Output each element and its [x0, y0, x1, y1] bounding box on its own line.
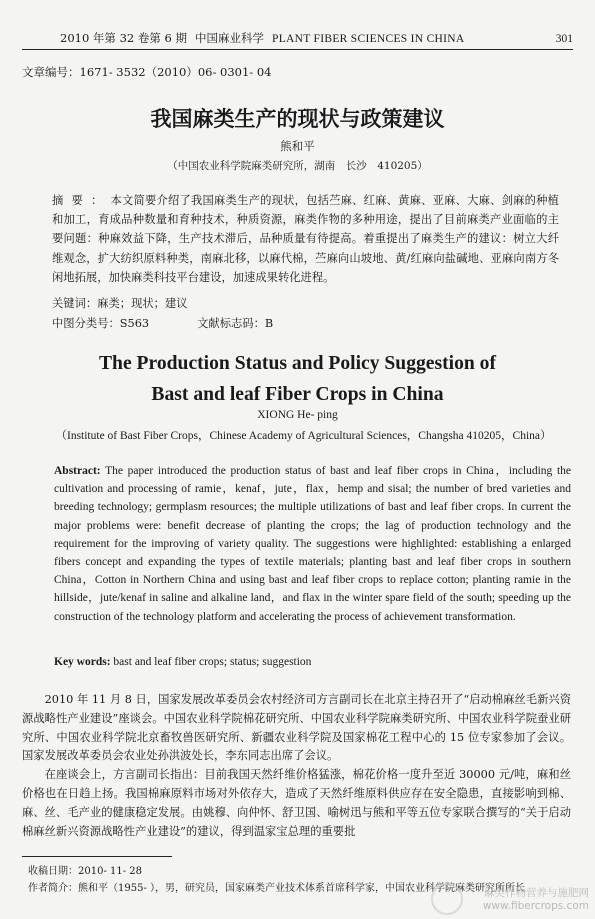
- clc-number: 中图分类号：S563: [52, 317, 150, 330]
- body-text: [22, 691, 571, 841]
- affiliation-cn: （中国农业科学院麻类研究所，湖南 长沙 410205）: [167, 160, 428, 172]
- journal-name-cn: 中国麻业科学: [195, 31, 264, 45]
- footnote-received: 收稿日期：2010- 11- 28: [28, 866, 143, 877]
- keywords-en-label: Key words:: [54, 656, 111, 668]
- abstract-cn-text: 本文简要介绍了我国麻类生产的现状，包括苎麻、红麻、黄麻、亚麻、大麻、剑麻的种植和加工，育成品种数量和育种技术，种质资源，麻类作物的多种用途，提出了目前麻类产业面临的主要问题：种麻效益下降，生产技术滞后，品种质量有待提高。着重提出了麻类生产的建议：树立大纤维观念，扩大纺织原料种类，南麻北移，以麻代棉，苎麻向山坡地、黄/红麻向盐碱地、亚麻向南方冬闲地拓展，加快麻类科技平台建设，加速成果转化进程。: [52, 194, 559, 284]
- abstract-en-text: The paper introduced the production status of bast and leaf fiber crops in China，including the cultivation and processing of ramie，kenaf，jute，flax，hemp and sisal; the number of bred varieties and breeding technology; germplasm resources; the multiple utilizations of bast and leaf fiber crops. In current the major problems were: benefit decrease of planting the crops; the lag of production technology and the requirement for the improving of variety quality. The suggestions were highlighted: establishing a enlarged fibers concept and expanding the types of textile materials; planting bast and leaf fiber crops in southern China，Cotton in Northern China and using bast and leaf fiber crops to replace cotton; planting ramie in the hillside，jute/kenaf in saline and alkaline land，and flax in the winter spare field of the south; speeding up the construction of the technology platform and accelerating the process of achievement transformation.: [54, 465, 571, 623]
- watermark-site-name: 麻类作物营养与施肥网: [484, 887, 589, 899]
- title-en: [0, 348, 595, 410]
- body-paragraph-2: 在座谈会上，方言副司长指出：目前我国天然纤维价格猛涨，棉花价格一度升至近 30000 元/吨，麻和丝价格也在日趋上扬。我国棉麻原料市场对外依存大，造成了天然纤维原料供应存在安全隐患，直接影响到棉、麻、丝、毛产业的健康稳定发展。由姚穆、向仲怀、舒卫国、喻树迅与熊和平等五位专家联合撰写的“关于启动棉麻丝新兴资源战略性产业建设”的建议，得到温家宝总理的重要批: [22, 768, 571, 838]
- header-rule: [22, 49, 573, 50]
- abstract-cn: [52, 191, 559, 287]
- footnote-rule: [22, 856, 172, 857]
- affiliation-en: （Institute of Bast Fiber Crops，Chinese Academy of Agricultural Sciences，Changsha 410205，China）: [55, 430, 552, 442]
- title-cn: 我国麻类生产的现状与政策建议: [150, 107, 445, 131]
- journal-name-en: PLANT FIBER SCIENCES IN CHINA: [272, 33, 465, 45]
- article-number: 文章编号：1671- 3532（2010）06- 0301- 04: [22, 65, 272, 79]
- keywords-cn: 关键词：麻类；现状；建议: [52, 297, 188, 310]
- abstract-en: [54, 462, 571, 626]
- page-number: 301: [555, 33, 573, 45]
- author-cn: 熊和平: [280, 139, 315, 153]
- journal-issue: 2010 年第 32 卷第 6 期: [60, 31, 187, 45]
- footnote-author-bio: 作者简介：熊和平（1955- ），男，研究员，国家麻类产业技术体系首席科学家，中国农业科学院麻类研究所所长: [28, 883, 526, 894]
- keywords-en-text: bast and leaf fiber crops; status; suggestion: [110, 656, 312, 668]
- keywords-en: [54, 656, 311, 668]
- document-code: 文献标志码：B: [197, 317, 274, 330]
- title-en-line1: The Production Status and Policy Suggestion of: [98, 353, 496, 374]
- body-paragraph-1: 2010 年 11 月 8 日，国家发展改革委员会农村经济司方言副司长在北京主持召开了“启动棉麻丝毛新兴资源战略性产业建设”座谈会。中国农业科学院棉花研究所、中国农业科学院麻类研究所、中国农业科学院蚕业研究所、中国农业科学院北京畜牧兽医研究所、新疆农业科学院及国家棉花工程中心的 15 位专家参加了会议。国家发展改革委员会农业处孙洪波处长，李东同志出席了会议。: [22, 693, 571, 763]
- abstract-en-label: Abstract:: [54, 465, 101, 477]
- watermark-url: www.fibercrops.com: [482, 900, 589, 912]
- classification-line: [52, 315, 273, 331]
- watermark-logo-icon: [431, 883, 463, 915]
- author-en: XIONG He- ping: [257, 409, 338, 421]
- abstract-cn-label: 摘要：: [52, 194, 111, 207]
- watermark: [483, 887, 589, 913]
- title-en-line2: Bast and leaf Fiber Crops in China: [151, 384, 444, 405]
- running-header: [60, 30, 573, 46]
